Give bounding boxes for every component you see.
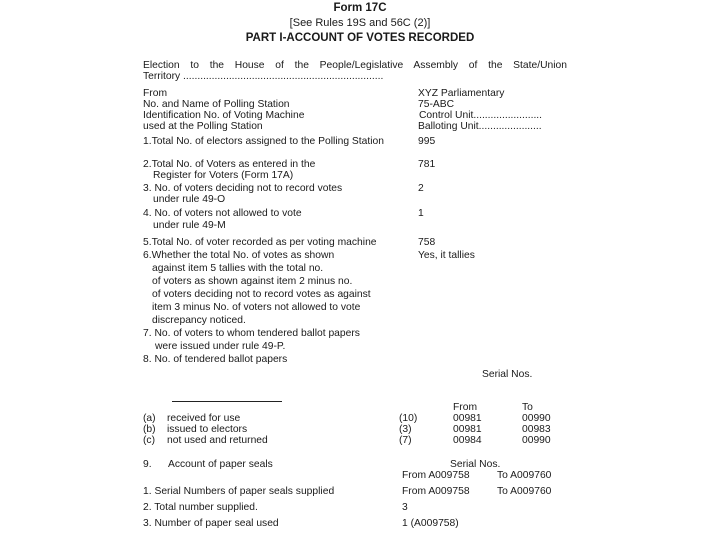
from-label: From xyxy=(143,88,168,99)
item-2-label-cont: Register for Voters (Form 17A) xyxy=(153,170,294,181)
item-5-label: 5.Total No. of voter recorded as per voting machine xyxy=(143,237,377,248)
item-4-value: 1 xyxy=(418,208,424,219)
seals-row-2-value: 3 xyxy=(402,502,408,513)
row-key: (b) xyxy=(143,424,156,435)
item-2-label: 2.Total No. of Voters as entered in the xyxy=(143,159,316,170)
item-6-line: discrepancy noticed. xyxy=(152,315,246,326)
item-3-value: 2 xyxy=(418,183,424,194)
seals-row-1-label: 1. Serial Numbers of paper seals supplied xyxy=(143,486,335,497)
voting-machine-label: Identification No. of Voting Machine xyxy=(143,110,305,121)
seals-row-2-label: 2. Total number supplied. xyxy=(143,502,258,513)
item-6-line: of voters deciding not to record votes as against xyxy=(152,289,371,300)
control-unit-value: Control Unit........................ xyxy=(419,110,543,121)
col-to-header: To xyxy=(522,402,533,413)
used-at-label: used at the Polling Station xyxy=(143,121,263,132)
item-8-label: 8. No. of tendered ballot papers xyxy=(143,354,288,365)
item-6-value: Yes, it tallies xyxy=(418,250,475,261)
election-line-1: Election to the House of the People/Legislative Assembly of the State/Union xyxy=(143,60,567,71)
col-from-header: From xyxy=(453,402,478,413)
item-2-value: 781 xyxy=(418,159,436,170)
row-to: 00990 xyxy=(522,413,551,424)
item-7-label: 7. No. of voters to whom tendered ballot papers xyxy=(143,328,360,339)
rules-reference: [See Rules 19S and 56C (2)] xyxy=(289,17,431,29)
seals-title: Account of paper seals xyxy=(168,459,273,470)
row-label: issued to electors xyxy=(167,424,248,435)
territory-line: Territory ...................................................................... xyxy=(143,71,384,82)
item-6-label: 6.Whether the total No. of votes as shown xyxy=(143,250,335,261)
row-from: 00981 xyxy=(453,413,482,424)
row-key: (a) xyxy=(143,413,156,424)
constituency-value: XYZ Parliamentary xyxy=(418,88,505,99)
row-key: (c) xyxy=(143,435,156,446)
item-6-line: item 3 minus No. of voters not allowed to vote xyxy=(152,302,361,313)
seals-row-1-to: To A009760 xyxy=(497,486,552,497)
item-7-label-cont: were issued under rule 49-P. xyxy=(155,341,286,352)
row-count: (3) xyxy=(399,424,412,435)
row-label: received for use xyxy=(167,413,241,424)
balloting-unit-value: Balloting Unit...................... xyxy=(418,121,542,132)
seals-row-1-from: From A009758 xyxy=(402,486,470,497)
polling-station-label: No. and Name of Polling Station xyxy=(143,99,290,110)
item-3-label: 3. No. of voters deciding not to record votes xyxy=(143,183,343,194)
seals-serial-header: Serial Nos. xyxy=(450,459,501,470)
seals-number: 9. xyxy=(143,459,152,470)
seals-row-3-label: 3. Number of paper seal used xyxy=(143,518,279,529)
row-to: 00990 xyxy=(522,435,551,446)
row-from: 00981 xyxy=(453,424,482,435)
row-label: not used and returned xyxy=(167,435,268,446)
item-5-value: 758 xyxy=(418,237,436,248)
part-title: PART I-ACCOUNT OF VOTES RECORDED xyxy=(245,32,475,44)
row-count: (10) xyxy=(399,413,418,424)
item-1-label: 1.Total No. of electors assigned to the Polling Station xyxy=(143,136,384,147)
seals-header-from: From A009758 xyxy=(402,470,470,481)
item-1-value: 995 xyxy=(418,136,436,147)
tendered-serial-header: Serial Nos. xyxy=(482,369,533,380)
row-count: (7) xyxy=(399,435,412,446)
form-title: Form 17C xyxy=(333,2,387,14)
item-3-label-cont: under rule 49-O xyxy=(153,194,226,205)
polling-station-value: 75-ABC xyxy=(418,99,455,110)
item-4-label-cont: under rule 49-M xyxy=(153,220,226,231)
seals-header-to: To A009760 xyxy=(497,470,552,481)
item-4-label: 4. No. of voters not allowed to vote xyxy=(143,208,302,219)
row-to: 00983 xyxy=(522,424,551,435)
item-6-line: of voters as shown against item 2 minus no. xyxy=(152,276,353,287)
divider-line xyxy=(172,401,282,402)
item-6-line: against item 5 tallies with the total no. xyxy=(152,263,324,274)
seals-row-3-value: 1 (A009758) xyxy=(402,518,459,529)
row-from: 00984 xyxy=(453,435,482,446)
